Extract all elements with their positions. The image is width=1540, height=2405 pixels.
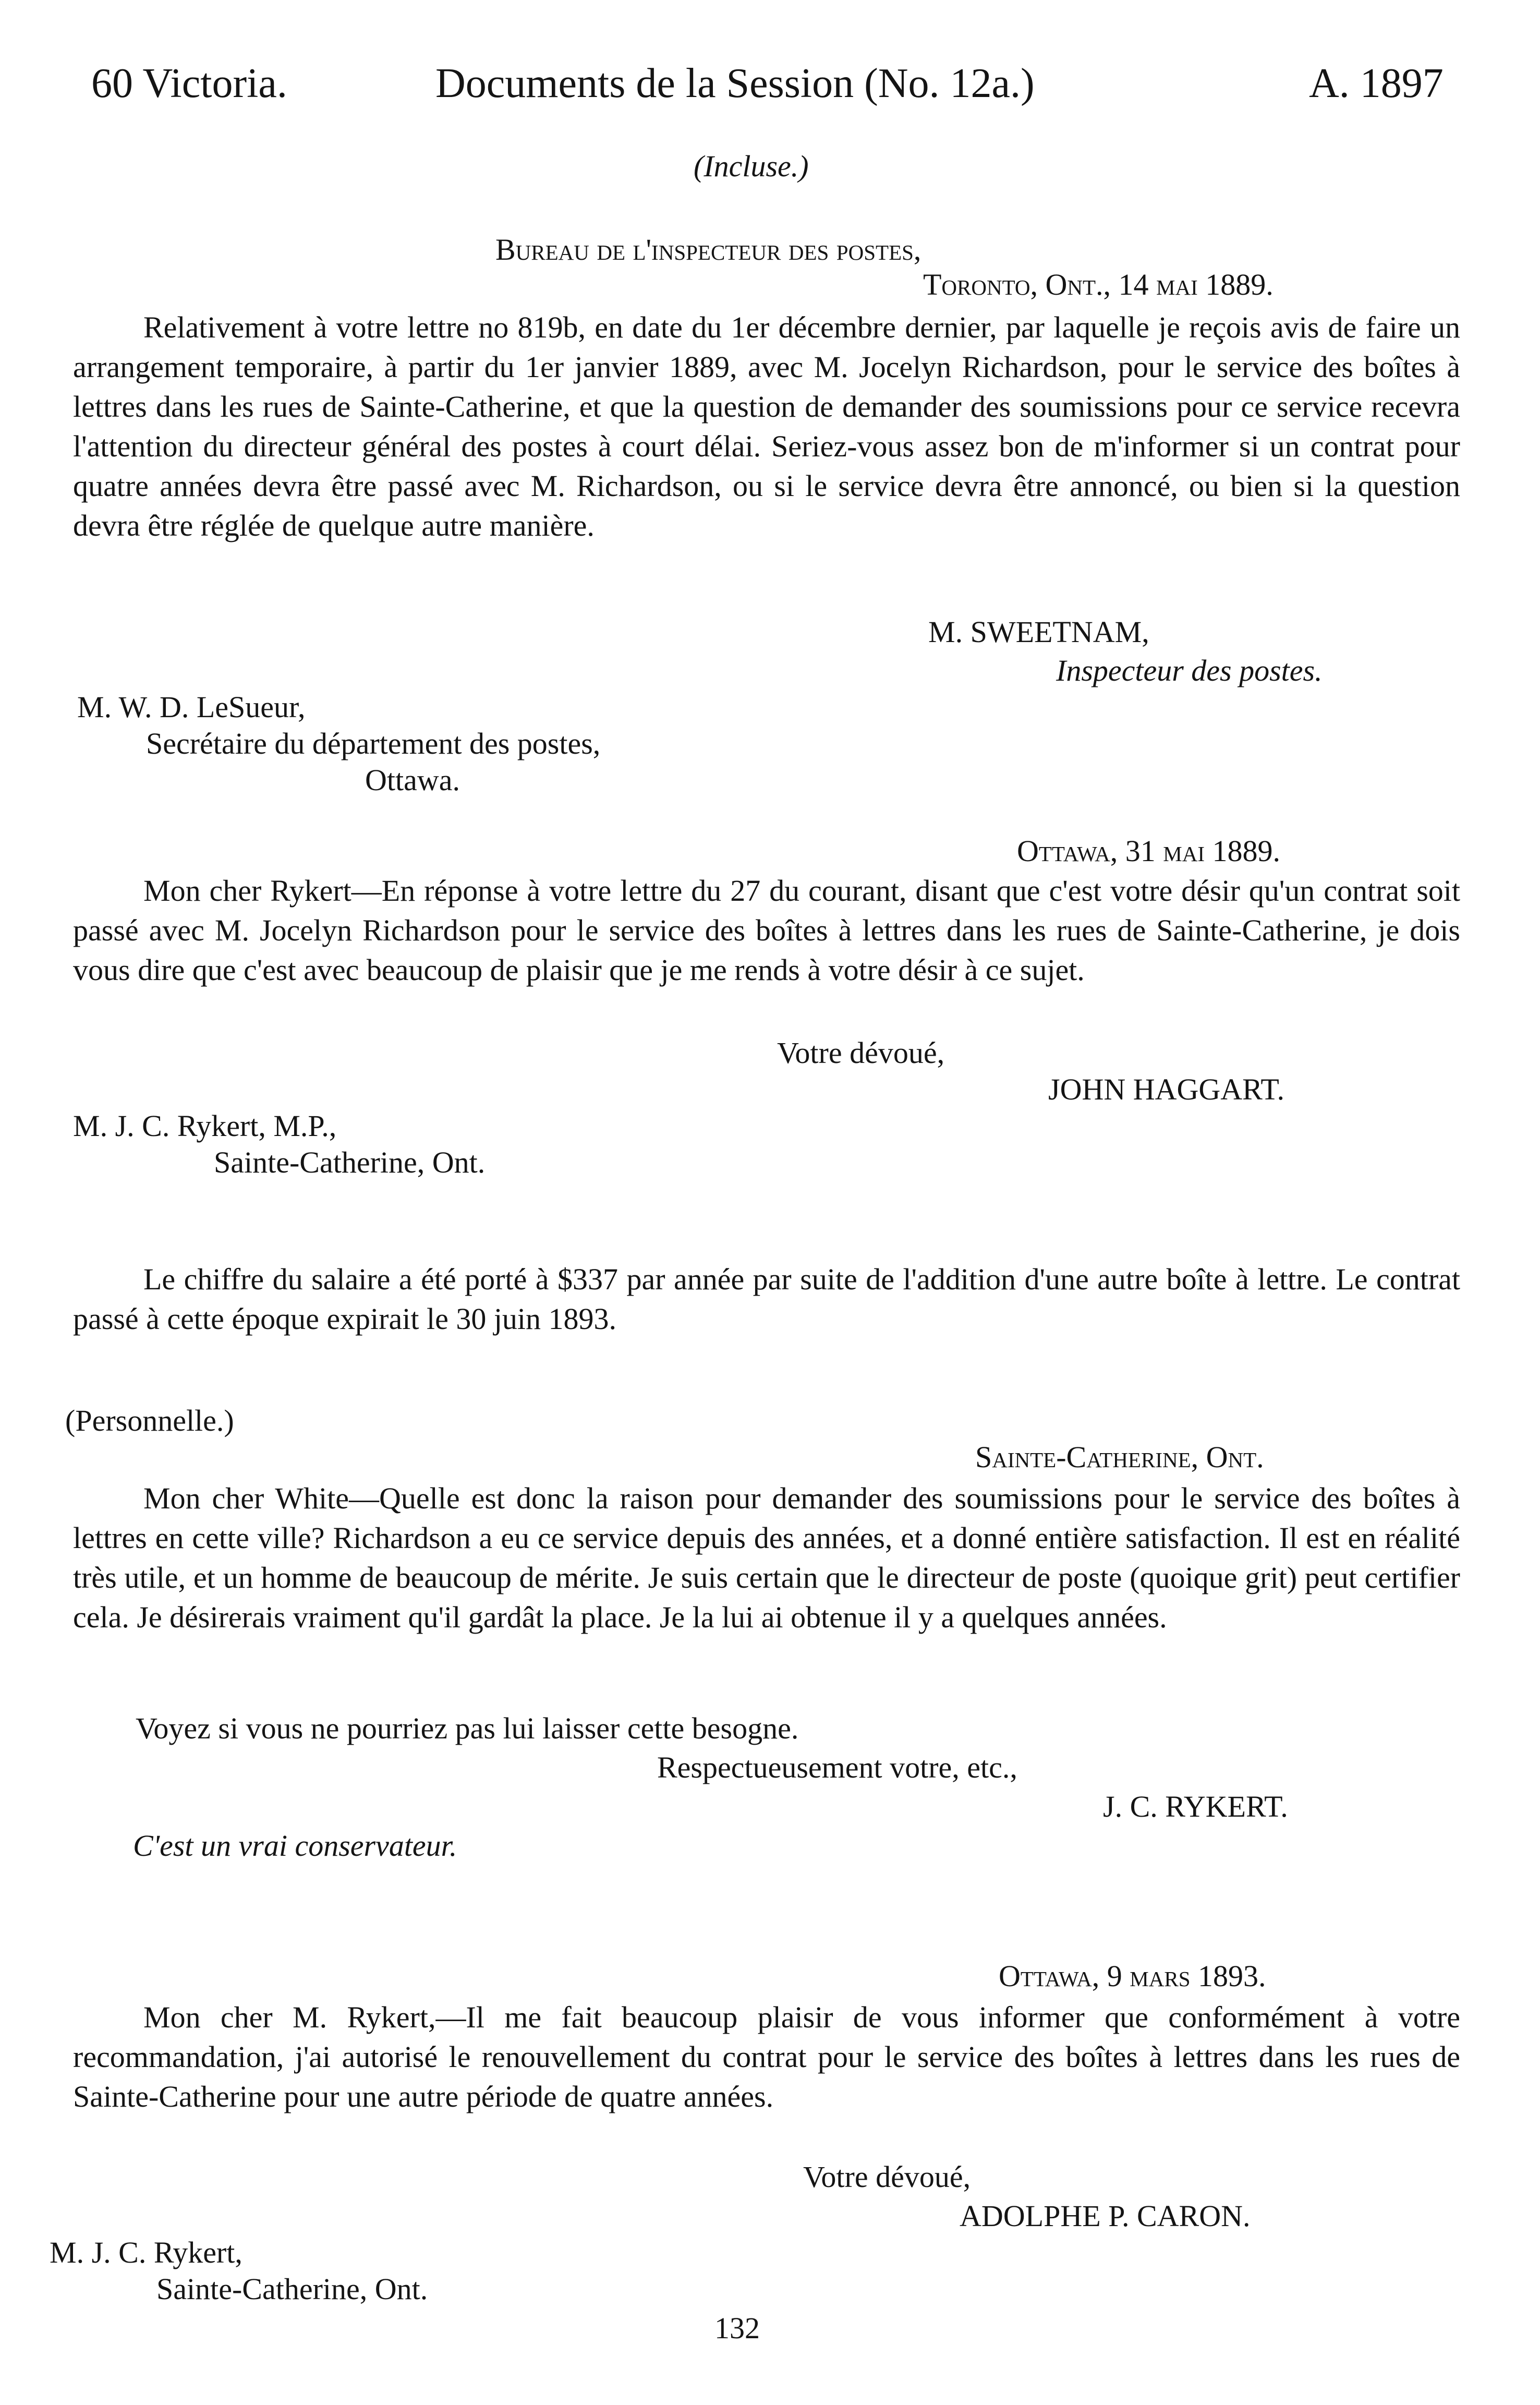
letter4-closing: Votre dévoué, — [803, 2160, 971, 2194]
letter2-place-date: Ottawa, 31 mai 1889. — [1017, 834, 1280, 868]
letter1-signature-title: Inspecteur des postes. — [1056, 654, 1323, 687]
letter4-addressee-name: M. J. C. Rykert, — [50, 2235, 242, 2269]
letter1-signature: M. SWEETNAM, — [928, 615, 1149, 649]
letter2-addressee-name: M. J. C. Rykert, M.P., — [73, 1109, 337, 1143]
letter1-addressee-title: Secrétaire du département des postes, — [146, 727, 601, 760]
letter2-signature: JOHN HAGGART. — [1048, 1072, 1284, 1106]
letter1-addressee-city: Ottawa. — [365, 763, 460, 797]
letter1-addressee-name: M. W. D. LeSueur, — [77, 690, 306, 724]
letter4-addressee-city: Sainte-Catherine, Ont. — [156, 2272, 428, 2306]
header-center: Documents de la Session (No. 12a.) — [435, 61, 1035, 106]
letter4-body: Mon cher M. Rykert,—Il me fait beaucoup plaisir de vous informer que conformément à votre recommandation, j'ai autorisé le renouvellement du contrat pour le service des boîtes à lettres dans les rues de Sainte-Catherine pour une autre période de quatre années. — [73, 2000, 1460, 2113]
letter3-place: Sainte-Catherine, Ont. — [975, 1440, 1264, 1474]
header-left: 60 Victoria. — [91, 61, 287, 106]
letter1-place-date: Toronto, Ont., 14 mai 1889. — [923, 268, 1274, 301]
letter2-addressee-city: Sainte-Catherine, Ont. — [214, 1145, 486, 1179]
letter3-label: (Personnelle.) — [65, 1404, 234, 1437]
letter3-body: Mon cher White—Quelle est donc la raison pour demander des soumissions pour le service des boîtes à lettres en cette ville? Richardson a eu ce service depuis des années, et a donné entière satisfaction. Il est en réalité très utile, et un homme de beaucoup de mérite. Je suis certain que le directeur de poste (quoique grit) peut certifier cela. Je désirerais vraiment qu'il gardât la place. Je la lui ai obtenue il y a quelques années. — [73, 1481, 1460, 1634]
letter3-body-2: Voyez si vous ne pourriez pas lui laisser cette besogne. — [136, 1711, 799, 1745]
letter4-place-date: Ottawa, 9 mars 1893. — [999, 1959, 1266, 1993]
letter1-office: Bureau de l'inspecteur des postes, — [495, 233, 921, 267]
letter3-signature: J. C. RYKERT. — [1103, 1790, 1288, 1823]
letter1-body: Relativement à votre lettre no 819b, en date du 1er décembre dernier, par laquelle je reçois avis de faire un arrangement temporaire, à partir du 1er janvier 1889, avec M. Jocelyn Richardson, pour le service des boîtes à lettres dans les rues de Sainte-Catherine, et que la question de demander des soumissions pour ce service recevra l'attention du directeur général des postes à court délai. Seriez-vous assez bon de m'informer si un contrat pour quatre années devra être passé avec M. Richardson, ou si le service devra être annoncé, ou bien si la question devra être réglée de quelque autre manière. — [73, 310, 1460, 542]
header-right: A. 1897 — [1309, 61, 1444, 106]
salary-note: Le chiffre du salaire a été porté à $337 par année par suite de l'addition d'une autre boîte à lettre. Le contrat passé à cette époque expirait le 30 juin 1893. — [73, 1262, 1460, 1336]
incluse-label: (Incluse.) — [694, 149, 809, 183]
letter3-postscript: C'est un vrai conservateur. — [133, 1829, 457, 1863]
letter3-closing: Respectueusement votre, etc., — [657, 1750, 1017, 1784]
letter2-closing: Votre dévoué, — [777, 1036, 945, 1070]
letter2-body: Mon cher Rykert—En réponse à votre lettre du 27 du courant, disant que c'est votre désir qu'un contrat soit passé avec M. Jocelyn Richardson pour le service des boîtes à lettres dans les rues de Sainte-Catherine, je dois vous dire que c'est avec beaucoup de plaisir que je me rends à votre désir à ce sujet. — [73, 874, 1460, 987]
letter4-signature: ADOLPHE P. CARON. — [960, 2199, 1251, 2233]
page-number: 132 — [714, 2311, 760, 2345]
